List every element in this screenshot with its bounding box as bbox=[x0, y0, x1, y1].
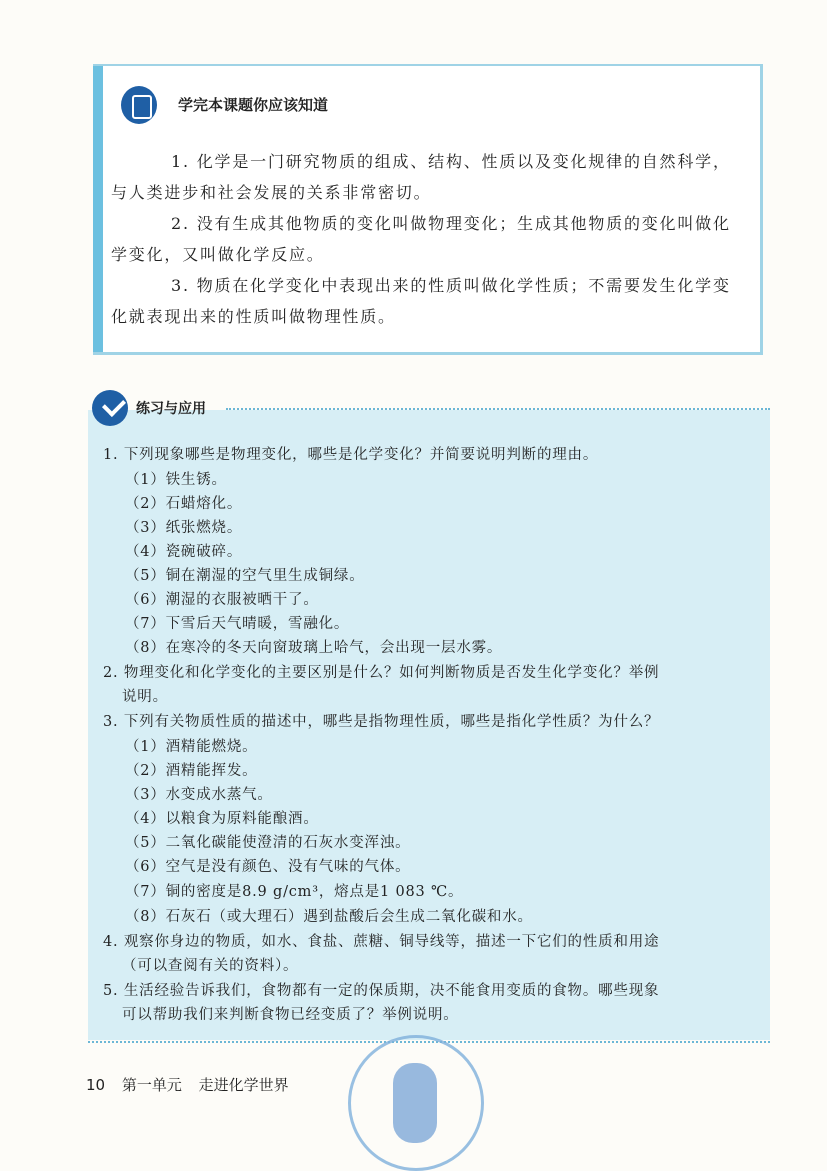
page-number: 10 bbox=[86, 1076, 106, 1094]
knowledge-title: 学完本课题你应该知道 bbox=[178, 96, 329, 114]
knowledge-points bbox=[111, 146, 743, 332]
unit-title: 走进化学世界 bbox=[198, 1076, 289, 1094]
practice-header bbox=[88, 386, 770, 426]
sub-item: （7）铜的密度是8.9 g/cm³，熔点是1 083 ℃。 bbox=[125, 884, 464, 900]
watermark-stamp bbox=[348, 1035, 484, 1171]
question-5: 5. 生活经验告诉我们，食物都有一定的保质期，决不能食用变质的食物。哪些现象 bbox=[103, 983, 660, 999]
sub-item: （8）石灰石（或大理石）遇到盐酸后会生成二氧化碳和水。 bbox=[125, 909, 533, 925]
checkmark-icon bbox=[92, 390, 128, 426]
question-5-cont: 可以帮助我们来判断食物已经变质了？举例说明。 bbox=[122, 1007, 459, 1023]
sub-item: （3）纸张燃烧。 bbox=[125, 520, 243, 536]
knowledge-point: 1. 化学是一门研究物质的组成、结构、性质以及变化规律的自然科学，与人类进步和社会发展的关系非常密切。 bbox=[111, 152, 731, 202]
sub-item: （5）铜在潮湿的空气里生成铜绿。 bbox=[125, 568, 365, 584]
sub-item: （8）在寒冷的冬天向窗玻璃上哈气，会出现一层水雾。 bbox=[125, 640, 503, 656]
sub-item: （2）石蜡熔化。 bbox=[125, 496, 243, 512]
page-footer bbox=[86, 1074, 301, 1095]
practice-title: 练习与应用 bbox=[136, 401, 206, 417]
sub-item: （3）水变成水蒸气。 bbox=[125, 787, 273, 803]
question-4-cont: （可以查阅有关的资料）。 bbox=[122, 958, 299, 974]
sub-item: （1）铁生锈。 bbox=[125, 472, 227, 488]
sub-item: （4）以粮食为原料能酿酒。 bbox=[125, 811, 319, 827]
question-2-cont: 说明。 bbox=[122, 689, 168, 705]
sub-item: （2）酒精能挥发。 bbox=[125, 763, 258, 779]
knowledge-point: 3. 物质在化学变化中表现出来的性质叫做化学性质；不需要发生化学变化就表现出来的性质叫做物理性质。 bbox=[111, 276, 731, 326]
sub-item: （5）二氧化碳能使澄清的石灰水变浑浊。 bbox=[125, 835, 411, 851]
sub-item: （1）酒精能燃烧。 bbox=[125, 739, 258, 755]
sub-item: （6）空气是没有颜色、没有气味的气体。 bbox=[125, 859, 411, 875]
dotted-divider bbox=[226, 408, 770, 410]
question-2: 2. 物理变化和化学变化的主要区别是什么？如何判断物质是否发生化学变化？举例 bbox=[103, 665, 660, 681]
box-accent-bar bbox=[93, 66, 103, 352]
question-1: 1. 下列现象哪些是物理变化，哪些是化学变化？并简要说明判断的理由。 bbox=[103, 447, 599, 463]
unit-label: 第一单元 bbox=[121, 1076, 182, 1094]
book-icon bbox=[121, 86, 157, 124]
knowledge-point: 2. 没有生成其他物质的变化叫做物理变化；生成其他物质的变化叫做化学变化，又叫做化学反应。 bbox=[111, 214, 731, 264]
sub-item: （7）下雪后天气晴暖，雪融化。 bbox=[125, 616, 350, 632]
sub-item: （4）瓷碗破碎。 bbox=[125, 544, 243, 560]
question-3: 3. 下列有关物质性质的描述中，哪些是指物理性质，哪些是指化学性质？为什么？ bbox=[103, 714, 660, 730]
sub-item: （6）潮湿的衣服被晒干了。 bbox=[125, 592, 319, 608]
question-4: 4. 观察你身边的物质，如水、食盐、蔗糖、铜导线等，描述一下它们的性质和用途 bbox=[103, 934, 660, 950]
knowledge-summary-box bbox=[93, 64, 763, 355]
